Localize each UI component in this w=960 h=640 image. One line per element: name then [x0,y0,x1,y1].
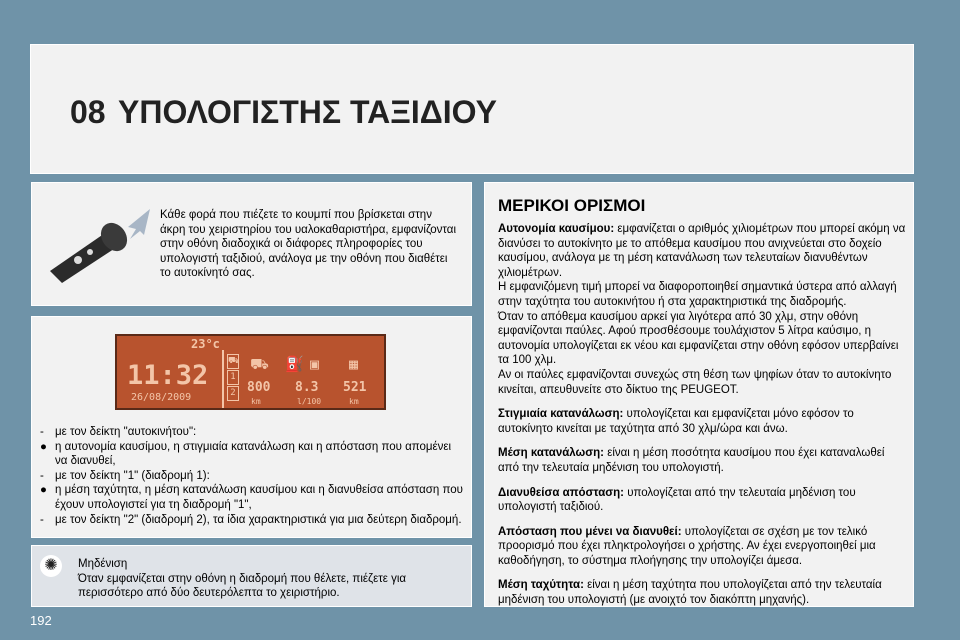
checkered-flag-icon: ▦ [349,355,359,373]
list-item: - με τον δείκτη "2" (διαδρομή 2), τα ίδια χαρακτηριστικά για μια δεύτερη διαδρομή. [40,513,462,526]
page-number: 192 [30,613,52,628]
tip-heading: Μηδένιση [78,558,128,570]
list-item: ● η μέση ταχύτητα, η μέση κατανάλωση καυσίμου και η διανυθείσα απόσταση που έχουν υπολογιστεί για τη διαδρομή "1", [40,484,463,511]
distance-unit: km [349,397,359,406]
range-unit: km [251,397,261,406]
screen-divider [222,350,224,408]
list-item: - με τον δείκτη "αυτοκινήτου": [40,426,197,438]
consumption-value: 8.3 [295,380,319,395]
trip-computer-screen [115,334,386,410]
chapter-title: ΥΠΟΛΟΓΙΣΤΗΣ ΤΑΞΙΔΙΟΥ [118,94,497,130]
tip-body: Όταν εμφανίζεται στην οθόνη η διαδρομή που θέλετε, πιέζετε για περισσότερο από δύο δευτερόλεπτα το χειριστήριο. [78,572,407,600]
temperature-readout: 23°c [191,337,220,351]
push-arrow-icon [128,209,150,239]
distance-value: 521 [343,380,367,395]
consumption-unit: l/100 [297,397,322,406]
trip-selector [227,354,239,402]
date-readout: 26/08/2009 [131,392,192,403]
definition-instant-consumption: Στιγμιαία κατανάλωση: υπολογίζεται και εμφανίζεται μόνο εφόσον το αυτοκίνητο κινείται με ταχύτητα από 30 χλμ/ώρα και άνω. [498,408,854,435]
indicator-list [40,425,465,527]
definitions-list [498,222,908,618]
list-item: - με τον δείκτη "1" (διαδρομή 1): [40,469,210,482]
trip-2-indicator: 2 [227,386,239,401]
car-icon: ⛟ [227,354,239,369]
fuel-can-icon: ▣ [310,355,320,373]
chapter-number: 08 [70,94,106,130]
stalk-description: Κάθε φορά που πιέζετε το κουμπί που βρίσκεται στην άκρη του χειριστηρίου του υαλοκαθαριστήρα, εμφανίζονται στην οθόνη διαδοχικά οι διάφορες πληροφορίες του υπολογιστή ταξιδιού, ανάλογα με την οθόνη που διαθέτει το αυτοκίνητό σας. [160,209,456,280]
clock-readout: 11:32 [127,360,209,391]
car-range-icon: ⛟ [250,355,269,373]
definition-range: Αυτονομία καυσίμου: εμφανίζεται ο αριθμός χιλιομέτρων που μπορεί ακόμη να διανύσει το αυτοκίνητο με το απόθεμα καυσίμου που ανιχνεύεται στο δοχείο καυσίμου, ανάλογα με τη μέση κατανάλωση των τελευταίων διανυθέντων χιλιομέτρων. Η εμφανιζόμενη τιμή μπορεί να διαφοροποιηθεί σημαντικά ύστερα από αλλαγή στην ταχύτητα του αυτοκινήτου ή στα χαρακτηριστικά της διαδρομής. Όταν το απόθεμα καυσίμου αρκεί για λιγότερα από 30 χλμ, στην οθόνη εμφανίζονται παύλες. Αφού προσθέσουμε τουλάχιστον 5 λίτρα καύσιμο, η αυτονομία υπολογίζεται εκ νέου και εμφανίζεται στην οθόνη εφόσον υπερβαίνει τα 100 χλμ. Αν οι παύλες εμφανίζονται συνεχώς στη θέση των ψηφίων όταν το αυτοκίνητο κινείται, απευθυνείτε στο δίκτυο της PEUGEOT. [498,223,906,396]
sun-tip-icon: ✺ [40,555,62,577]
definition-distance-remaining: Απόσταση που μένει να διανυθεί: υπολογίζεται σε σχέση με τον τελικό προορισμό που έχει πληκτρολογήσει ο χρήστης. Αν έχει ενεργοποιηθεί μια καθοδήγηση, το σύστημα πλοήγησης την υπολογίζει άμεσα. [498,525,876,567]
definitions-title: ΜΕΡΙΚΟΙ ΟΡΙΣΜΟΙ [498,196,646,215]
list-item: ● η αυτονομία καυσίμου, η στιγμιαία κατανάλωση και η απόσταση που απομένει να διανυθεί, [40,440,452,468]
definition-average-speed: Μέση ταχύτητα: είναι η μέση ταχύτητα που υπολογίζεται από την τελευταία μηδένιση του υπολογιστή (με ανοιχτό τον διακόπτη μηχανής). [498,579,882,607]
fuel-pump-icon: ⛽ [285,355,304,373]
definition-distance-travelled: Διανυθείσα απόσταση: υπολογίζεται από την τελευταία μηδένιση του υπολογιστή ταξιδιού. [498,486,856,514]
stalk-body [50,218,132,283]
tip-text [78,557,468,601]
trip-1-indicator: 1 [227,370,239,385]
range-value: 800 [247,380,271,395]
definition-average-consumption: Μέση κατανάλωση: είναι η μέση ποσότητα καυσίμου που έχει καταναλωθεί από την τελευταία μηδένιση του υπολογιστή. [498,447,885,474]
wiper-stalk-illustration [48,205,153,285]
